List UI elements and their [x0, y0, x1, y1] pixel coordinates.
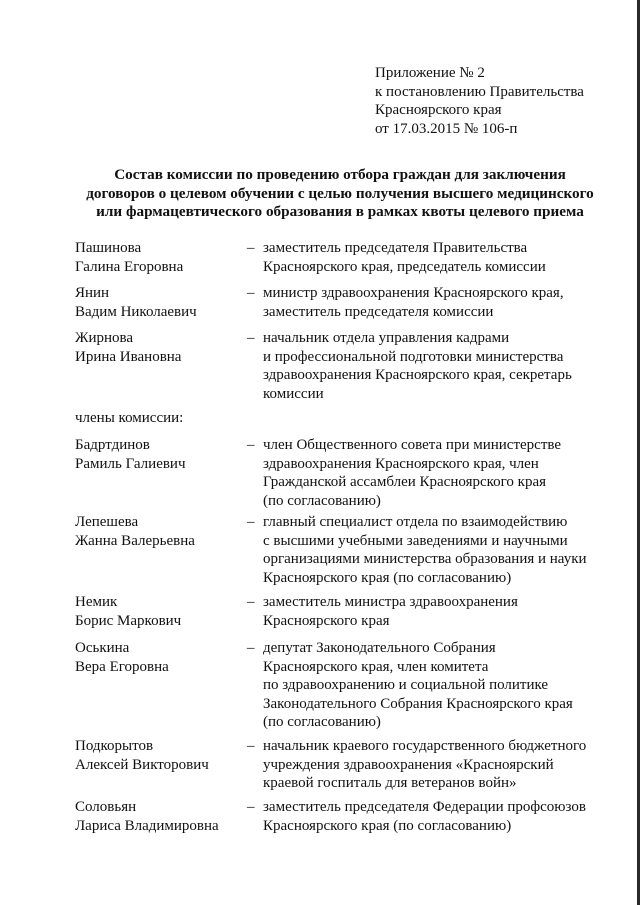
role-line: (по согласованию): [263, 492, 381, 509]
surname: Янин: [75, 285, 110, 301]
member-name: [75, 284, 197, 321]
role-line: Красноярского края, председатель комиссии: [263, 258, 546, 275]
member-name: [75, 513, 195, 550]
dash-separator: –: [247, 285, 255, 301]
role-line: краевой госпиталь для ветеранов войн»: [263, 775, 517, 791]
dash-separator: –: [247, 799, 255, 815]
member-name: [75, 639, 169, 676]
member-name: [75, 329, 181, 366]
member-name: [75, 593, 181, 630]
member-role: [263, 593, 613, 630]
member-role: [263, 798, 613, 835]
role-line: Красноярского края (по согласованию): [263, 817, 512, 834]
appendix-line: к постановлению Правительства: [375, 83, 584, 100]
given-names: Рамиль Галиевич: [75, 455, 186, 472]
surname: Жирнова: [75, 330, 134, 346]
appendix-line: Красноярского края: [375, 102, 502, 119]
member-name: [75, 239, 183, 276]
surname: Пашинова: [75, 240, 142, 256]
role-line: здравоохранения Красноярского края, член: [263, 455, 539, 472]
surname: Немик: [75, 594, 118, 610]
dash-separator: –: [247, 640, 255, 656]
given-names: Борис Маркович: [75, 612, 182, 629]
role-line: комиссии: [263, 385, 324, 402]
role-line: член Общественного совета при министерстве: [263, 437, 562, 453]
title-line: договоров о целевом обучении с целью получения высшего медицинского: [86, 184, 594, 202]
document-title: [60, 166, 620, 222]
dash-separator: –: [247, 514, 255, 530]
title-line: Состав комиссии по проведению отбора граждан для заключения: [114, 166, 566, 183]
member-name: [75, 737, 209, 774]
role-line: Красноярского края (по согласованию): [263, 569, 512, 586]
member-role: [263, 239, 613, 276]
title-line: или фармацевтического образования в рамках квоты целевого приема: [96, 203, 584, 221]
appendix-header: [375, 64, 584, 139]
role-line: заместитель председателя комиссии: [263, 303, 494, 320]
members-label: члены комиссии:: [75, 410, 184, 426]
member-role: [263, 513, 613, 587]
role-line: с высшими учебными заведениями и научными: [263, 532, 568, 549]
role-line: учреждения здравоохранения «Красноярский: [263, 756, 554, 773]
role-line: заместитель председателя Правительства: [263, 240, 528, 256]
surname: Бадртдинов: [75, 437, 150, 453]
role-line: Законодательного Собрания Красноярского края: [263, 695, 573, 712]
member-name: [75, 436, 186, 473]
role-line: заместитель председателя Федерации профсоюзов: [263, 799, 586, 815]
member-name: [75, 798, 219, 835]
role-line: Красноярского края, член комитета: [263, 658, 489, 675]
given-names: Вера Егоровна: [75, 658, 169, 675]
role-line: (по согласованию): [263, 714, 381, 730]
surname: Подкорытов: [75, 738, 154, 754]
role-line: начальник краевого государственного бюджетного: [263, 738, 587, 754]
surname: Соловьян: [75, 799, 137, 815]
dash-separator: –: [247, 738, 255, 754]
given-names: Ирина Ивановна: [75, 348, 182, 365]
role-line: министр здравоохранения Красноярского края,: [263, 285, 564, 301]
given-names: Галина Егоровна: [75, 258, 184, 275]
dash-separator: –: [247, 330, 255, 346]
appendix-line: Приложение № 2: [375, 65, 485, 81]
role-line: главный специалист отдела по взаимодействию: [263, 514, 568, 530]
role-line: организациями министерства образования и науки: [263, 551, 587, 567]
given-names: Вадим Николаевич: [75, 303, 197, 320]
given-names: Жанна Валерьевна: [75, 532, 195, 549]
role-line: начальник отдела управления кадрами: [263, 330, 510, 346]
given-names: Лариса Владимировна: [75, 817, 219, 834]
member-role: [263, 737, 613, 793]
role-line: здравоохранения Красноярского края, секретарь: [263, 367, 572, 383]
role-line: и профессиональной подготовки министерства: [263, 348, 564, 365]
role-line: заместитель министра здравоохранения: [263, 594, 518, 610]
role-line: по здравоохранению и социальной политике: [263, 677, 549, 693]
dash-separator: –: [247, 594, 255, 610]
member-role: [263, 436, 613, 510]
dash-separator: –: [247, 437, 255, 453]
surname: Оськина: [75, 640, 130, 656]
role-line: Гражданской ассамблеи Красноярского края: [263, 474, 547, 490]
surname: Лепешева: [75, 514, 139, 530]
given-names: Алексей Викторович: [75, 756, 209, 773]
role-line: депутат Законодательного Собрания: [263, 640, 496, 656]
member-role: [263, 284, 613, 321]
member-role: [263, 329, 613, 403]
role-line: Красноярского края: [263, 612, 390, 629]
dash-separator: –: [247, 240, 255, 256]
appendix-line: от 17.03.2015 № 106-п: [375, 121, 518, 138]
member-role: [263, 639, 613, 732]
